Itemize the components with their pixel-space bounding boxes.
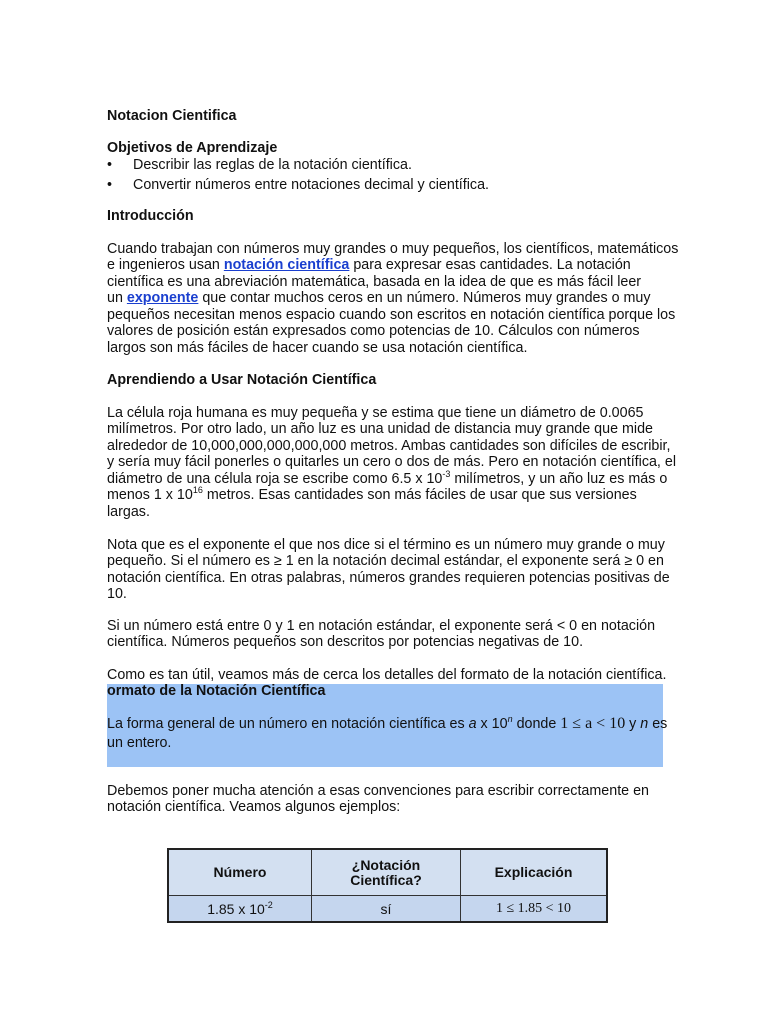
callout-text: es — [648, 716, 668, 732]
callout-heading: ormato de la Notación Científica — [107, 683, 326, 699]
intro-line: pequeños necesitan menos espacio cuando son escritos en notación científica porque los — [107, 307, 676, 323]
paragraph-line: La célula roja humana es muy pequeña y se estima que tiene un diámetro de 0.0065 — [107, 405, 644, 421]
paragraph-text: metros. Esas cantidades son más fáciles de usar que sus versiones — [202, 487, 637, 503]
intro-line — [107, 290, 651, 306]
intro-line: largos son más fáciles de hacer cuando se usa notación científica. — [107, 340, 528, 356]
paragraph-line: notación científica. Veamos algunos ejemplos: — [107, 799, 401, 815]
paragraph-line: y sería muy fácil ponerles o quitarles un cero o dos de más. Pero en notación científica, el — [107, 454, 676, 470]
intro-text: e ingenieros usan — [107, 257, 224, 273]
intro-text: que contar muchos ceros en un número. Números muy grandes o muy — [198, 290, 651, 306]
paragraph-text: menos 1 x 10 — [107, 487, 193, 503]
table-row — [168, 896, 607, 923]
cell-numero-text: 1.85 x 10 — [207, 900, 265, 917]
variable-n: n — [640, 716, 649, 732]
bullet-marker: • — [107, 177, 113, 193]
cell-numero — [168, 896, 312, 923]
intro-text: un — [107, 290, 127, 306]
variable-a: a — [468, 716, 477, 732]
intro-line: valores de posición están expresados como potencias de 10. Cálculos con números — [107, 323, 640, 339]
intro-line — [107, 257, 631, 273]
inequality: 1 ≤ a < 10 — [560, 715, 626, 732]
bullet-marker: • — [107, 157, 113, 173]
paragraph-text: milímetros, y un año luz es más o — [450, 471, 668, 487]
paragraph-line: 10. — [107, 586, 127, 602]
paragraph-line: notación científica. En otras palabras, números grandes requieren potencias positivas de — [107, 570, 670, 586]
exponent: 16 — [192, 485, 203, 495]
paragraph-line — [107, 487, 637, 503]
objectives-heading: Objetivos de Aprendizaje — [107, 140, 278, 156]
intro-line: científica es una abreviación matemática, basada en la idea de que es más fácil leer — [107, 274, 642, 290]
column-header-explicacion: Explicación — [461, 849, 608, 896]
intro-line: Cuando trabajan con números muy grandes o muy pequeños, los científicos, matemáticos — [107, 241, 679, 257]
paragraph-line: Nota que es el exponente el que nos dice si el término es un número muy grande o muy — [107, 537, 665, 553]
paragraph-line: milímetros. Por otro lado, un año luz es una unidad de distancia muy grande que mide — [107, 421, 653, 437]
callout-text: x 10 — [476, 716, 508, 732]
column-header-notacion — [312, 849, 461, 896]
callout-line — [107, 716, 667, 732]
objective-item: Convertir números entre notaciones decimal y científica. — [133, 177, 489, 193]
callout-text: y — [625, 716, 641, 732]
intro-text: para expresar esas cantidades. La notación — [349, 257, 631, 273]
objective-item: Describir las reglas de la notación científica. — [133, 157, 412, 173]
exponent-n: n — [507, 714, 513, 724]
paragraph-line: científica. Números pequeños son descritos por potencias negativas de 10. — [107, 634, 584, 650]
column-header-numero: Número — [168, 849, 312, 896]
cell-explicacion: 1 ≤ 1.85 < 10 — [461, 896, 608, 923]
paragraph-line: Si un número está entre 0 y 1 en notación estándar, el exponente será < 0 en notación — [107, 618, 656, 634]
document-title: Notacion Cientifica — [107, 108, 237, 124]
examples-table — [167, 848, 608, 923]
callout-line: un entero. — [107, 735, 172, 751]
paragraph-text: diámetro de una célula roja se escribe como 6.5 x 10 — [107, 471, 443, 487]
table-header-row — [168, 849, 607, 896]
link-exponente[interactable]: exponente — [126, 290, 199, 306]
paragraph-line: Como es tan útil, veamos más de cerca los detalles del formato de la notación científica. — [107, 667, 667, 683]
link-notacion-cientifica[interactable]: notación científica — [223, 257, 350, 273]
paragraph-line: largas. — [107, 504, 150, 520]
exponent: -2 — [264, 899, 273, 910]
paragraph-line — [107, 471, 667, 487]
column-header-notacion-label: ¿Notación Científica? — [350, 856, 422, 888]
paragraph-line: pequeño. Si el número es ≥ 1 en la notación decimal estándar, el exponente será ≥ 0 en — [107, 553, 664, 569]
callout-text: donde — [512, 716, 561, 732]
learning-heading: Aprendiendo a Usar Notación Científica — [107, 372, 377, 388]
intro-heading: Introducción — [107, 208, 194, 224]
cell-notacion: sí — [312, 896, 461, 923]
paragraph-line: Debemos poner mucha atención a esas convenciones para escribir correctamente en — [107, 783, 649, 799]
paragraph-line: alrededor de 10,000,000,000,000,000 metros. Ambas cantidades son difíciles de escribir, — [107, 438, 671, 454]
callout-text: La forma general de un número en notación científica es — [107, 716, 469, 732]
exponent: -3 — [442, 469, 451, 479]
